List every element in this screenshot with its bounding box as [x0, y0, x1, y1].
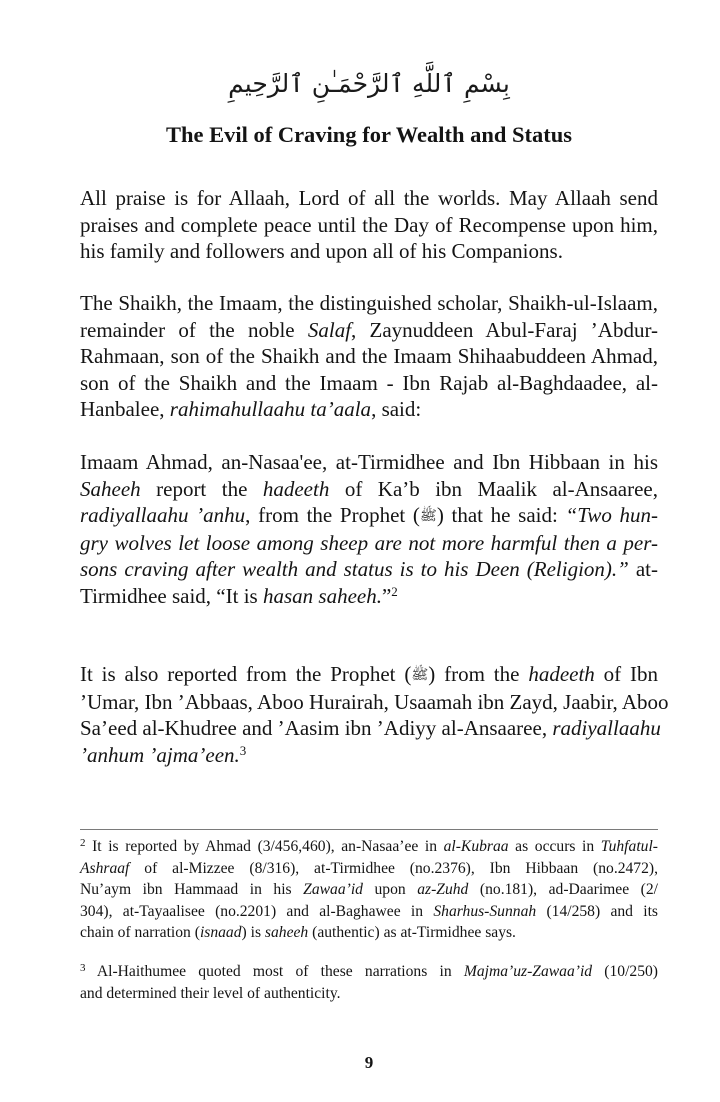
text-run: Rahmaan, son of the Shaikh and the Imaam Shihaabuddeen Ahmad, — [80, 344, 658, 368]
text-run: Imaam Ahmad, an-Nasaa'ee, at-Tirmidhee and Ibn Hibbaan in his — [80, 450, 658, 474]
text-run: of al-Mizzee (8/316), at-Tirmidhee (no.2376), Ibn Hibbaan (no.2472), — [129, 859, 658, 877]
italic-term: Sharhus-Sunnah — [433, 902, 537, 920]
text-run: Nu’aym ibn Hammaad in his — [80, 881, 304, 898]
text-run: It is reported by Ahmad (3/456,460), an-Nasaa’ee in — [85, 838, 444, 855]
text-run: (authentic) as at-Tirmidhee says. — [308, 924, 516, 941]
text-line — [80, 922, 658, 944]
text-line — [80, 317, 658, 344]
italic-term: Salaf — [307, 317, 352, 342]
text-run: his family and followers and upon all of his Companions. — [80, 239, 563, 263]
text-run: , Zaynuddeen Abul-Faraj ’Abdur- — [351, 317, 659, 342]
text-run: report the — [140, 476, 263, 501]
text-run: Al-Haithumee quoted most of these narrations in — [85, 963, 464, 980]
text-run: (14/258) and its — [536, 902, 658, 920]
italic-term: saheeh — [264, 924, 309, 941]
text-run: ) from the — [428, 662, 529, 686]
italic-term: Tuhfatul- — [600, 838, 658, 855]
italic-term: gry wolves let loose among sheep are not more harmful then a per- — [80, 530, 658, 555]
italic-term: al-Kubraa — [443, 838, 509, 855]
basmala-calligraphy: بِسْمِ ٱللَّهِ ٱلرَّحْمَـٰنِ ٱلرَّحِيمِ — [228, 69, 510, 98]
text-run: The Shaikh, the Imaam, the distinguished scholar, Shaikh-ul-Islaam, — [80, 291, 658, 315]
text-line — [80, 476, 658, 503]
italic-term: hadeeth — [262, 476, 330, 501]
italic-term: Majma’uz-Zawaa’id — [463, 963, 593, 980]
text-run: Tirmidhee said, “It is — [80, 583, 263, 608]
paragraph-other-narrators — [80, 661, 669, 768]
text-run: ” — [381, 583, 392, 608]
text-line — [80, 961, 658, 983]
text-run: ) is — [241, 924, 265, 941]
text-line — [80, 502, 658, 530]
text-line — [80, 901, 658, 923]
text-run: as occurs in — [508, 838, 601, 855]
salutation-icon: ﷺ — [411, 667, 429, 683]
italic-term: Saheeh — [80, 476, 141, 501]
italic-term: ’anhum ’ajma’een. — [80, 742, 240, 767]
footnote-reference: 2 — [80, 837, 86, 849]
text-line — [80, 238, 658, 265]
italic-term: az-Zuhd — [417, 881, 469, 898]
footnote-2 — [80, 836, 658, 944]
text-run: ) that he said: — [436, 503, 566, 527]
footnote-reference: 2 — [391, 583, 398, 599]
text-line — [80, 879, 658, 901]
text-line — [80, 370, 658, 397]
chapter-title: The Evil of Craving for Wealth and Status — [165, 122, 573, 147]
text-line — [80, 530, 658, 557]
text-run: It is also reported from the Prophet ( — [80, 662, 412, 686]
text-run: son of the Shaikh and the Imaam - Ibn Rajab al-Baghdaadee, al- — [80, 370, 658, 395]
text-line — [80, 396, 658, 423]
text-run: praises and complete peace until the Day of Recompense upon him, — [80, 212, 658, 237]
text-line — [80, 343, 658, 370]
text-run: chain of narration ( — [80, 924, 200, 941]
italic-term: sons craving after wealth and status is to his Deen (Religion).” — [80, 557, 629, 581]
text-run: upon — [362, 881, 418, 898]
italic-term: isnaad — [199, 924, 242, 941]
text-run: Hanbalee, — [80, 397, 170, 421]
text-run: 304), at-Tayaalisee (no.2201) and al-Baghawee in — [80, 902, 434, 920]
text-run: and determined their level of authenticity. — [80, 984, 341, 1002]
text-run: ’Umar, Ibn ’Abbaas, Aboo Hurairah, Usaamah ibn Zayd, Jaabir, Aboo — [80, 689, 669, 714]
text-line — [80, 715, 661, 742]
text-run: (10/250) — [592, 963, 658, 980]
text-line — [80, 449, 658, 476]
text-run: of Ibn — [594, 662, 658, 686]
text-line — [80, 556, 658, 583]
text-line — [80, 661, 658, 689]
italic-term: hadeeth — [528, 662, 595, 686]
text-line — [80, 290, 658, 317]
italic-term: Ashraaf — [80, 859, 130, 877]
text-run: (no.181), ad-Daarimee (2/ — [468, 881, 658, 898]
text-line — [80, 185, 658, 212]
text-line — [80, 858, 658, 880]
text-run: remainder of the noble — [80, 317, 308, 342]
italic-term: radiyallaahu — [552, 716, 661, 740]
paragraph-opening-praise — [80, 185, 658, 265]
italic-term: Zawaa’id — [303, 881, 363, 898]
text-run: at- — [628, 557, 659, 581]
footnote-3 — [80, 961, 658, 1004]
paragraph-author-introduction — [80, 290, 658, 423]
text-run: of Ka’b ibn Maalik al-Ansaaree, — [329, 476, 658, 501]
text-line — [80, 583, 658, 610]
text-line — [80, 836, 658, 858]
footnote-reference: 3 — [80, 962, 86, 974]
text-run: , said: — [371, 397, 422, 421]
text-line — [80, 212, 658, 239]
text-run: All praise is for Allaah, Lord of all the worlds. May Allaah send — [80, 186, 658, 210]
footnote-divider — [80, 829, 658, 830]
text-run: , from the Prophet ( — [245, 503, 420, 527]
text-line — [80, 689, 669, 716]
italic-term: hasan saheeh. — [262, 583, 382, 608]
italic-term: radiyallaahu ’anhu — [80, 503, 246, 527]
text-line — [80, 742, 658, 769]
italic-term: “Two hun- — [565, 503, 658, 527]
page-number: 9 — [364, 1053, 374, 1072]
salutation-icon: ﷺ — [419, 508, 437, 524]
text-line — [80, 983, 658, 1005]
footnote-reference: 3 — [239, 742, 247, 758]
paragraph-hadeeth-kab — [80, 449, 658, 609]
italic-term: rahimahullaahu ta’aala — [169, 397, 372, 421]
text-run: Sa’eed al-Khudree and ’Aasim ibn ’Adiyy al-Ansaaree, — [80, 716, 553, 740]
